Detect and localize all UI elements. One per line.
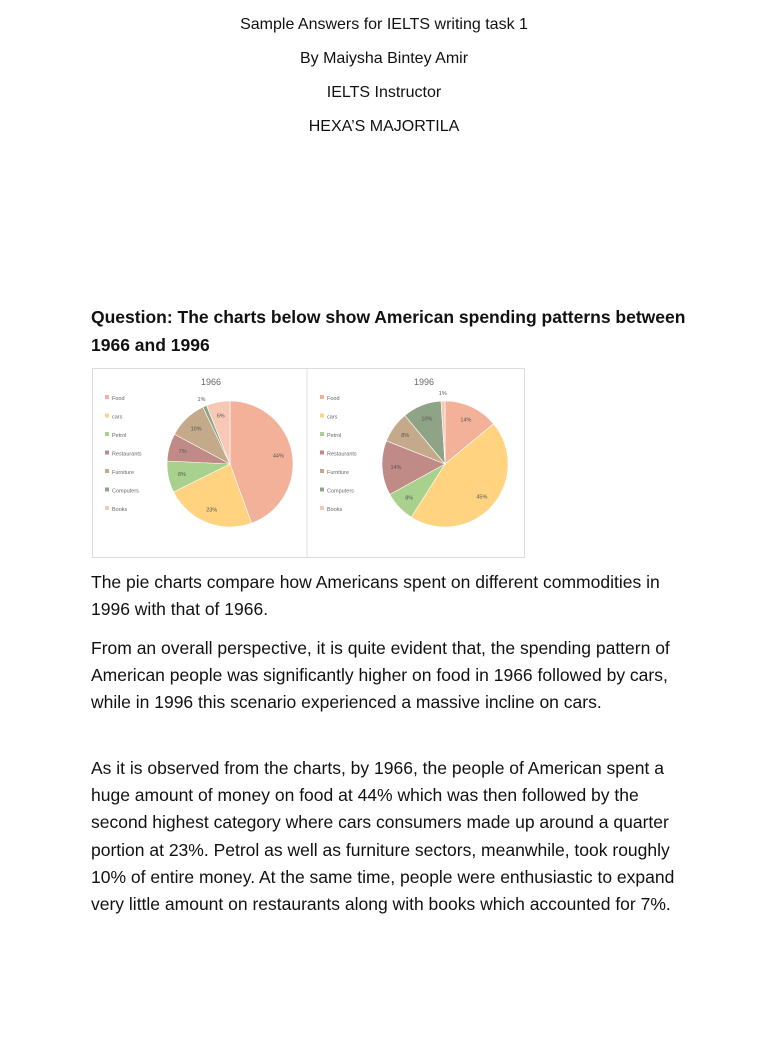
slice-label: 23% [206,507,218,514]
legend-swatch [320,469,324,473]
legend-label: Furniture [112,470,135,476]
slice-label: 1% [438,391,447,398]
slice-label: 10% [421,416,433,423]
slice-label: 8% [405,495,414,502]
doc-role: IELTS Instructor [326,84,442,101]
legend-swatch [320,395,324,399]
slice-label: 14% [390,465,402,472]
legend-label: cars [112,414,123,421]
legend-label: cars [327,414,338,421]
legend-label: Books [112,507,128,513]
document-header [0,16,768,136]
legend-label: Food [112,396,125,402]
doc-author: By Maiysha Bintey Amir [299,50,469,67]
pie-charts-figure [92,368,525,558]
legend-swatch [320,451,324,455]
legend-label: Restaurants [112,451,142,458]
legend-label: Restaurants [327,451,357,458]
slice-label: 6% [216,413,225,420]
legend-label: Computers [327,488,354,495]
question-text: Question: The charts below show American spending patterns between 1966 and 1996 [91,307,686,355]
legend-swatch [105,432,109,436]
slice-label: 8% [177,472,186,479]
legend-swatch [105,451,109,455]
legend-swatch [105,469,109,473]
legend-swatch [105,506,109,510]
legend-label: Computers [112,488,139,495]
legend-swatch [320,488,324,492]
slice-label: 1% [197,396,206,403]
legend-swatch [320,414,324,418]
slice-label: 8% [401,433,410,440]
chart-title: 1996 [414,377,435,387]
slice-label: 44% [272,453,284,460]
doc-org: HEXA’S MAJORTILA [308,118,460,135]
doc-title: Sample Answers for IELTS writing task 1 [240,16,528,33]
legend-swatch [105,414,109,418]
chart-title: 1966 [201,377,222,387]
paragraph-3: As it is observed from the charts, by 1966, the people of American spent a huge amount of money on food at 44% which was then followed by the second highest category where cars consumers made up around a quarter portion at 23%. Petrol as well as furniture sectors, meanwhile, took roughly 10% of entire money. At the same time, people were enthusiastic to expand very little amount on restaurants along with books which accounted for 7%. [91,758,675,915]
legend-swatch [320,506,324,510]
legend-swatch [105,488,109,492]
charts-svg [93,369,524,557]
legend-label: Petrol [112,433,127,439]
legend-label: Petrol [327,433,342,439]
slice-label: 14% [460,417,472,424]
slice-label: 10% [190,426,202,433]
paragraph-1: The pie charts compare how Americans spent on different commodities in 1996 with that of 1966. [91,572,660,620]
slice-label: 7% [178,448,187,455]
paragraph-2: From an overall perspective, it is quite evident that, the spending pattern of American people was significantly higher on food in 1966 followed by cars, while in 1996 this scenario experienced a massive incline on cars. [91,638,670,713]
legend-swatch [320,432,324,436]
legend-swatch [105,395,109,399]
legend-label: Books [327,507,343,513]
slice-label: 45% [476,494,488,501]
legend-label: Food [327,396,340,402]
legend-label: Furniture [327,470,350,476]
